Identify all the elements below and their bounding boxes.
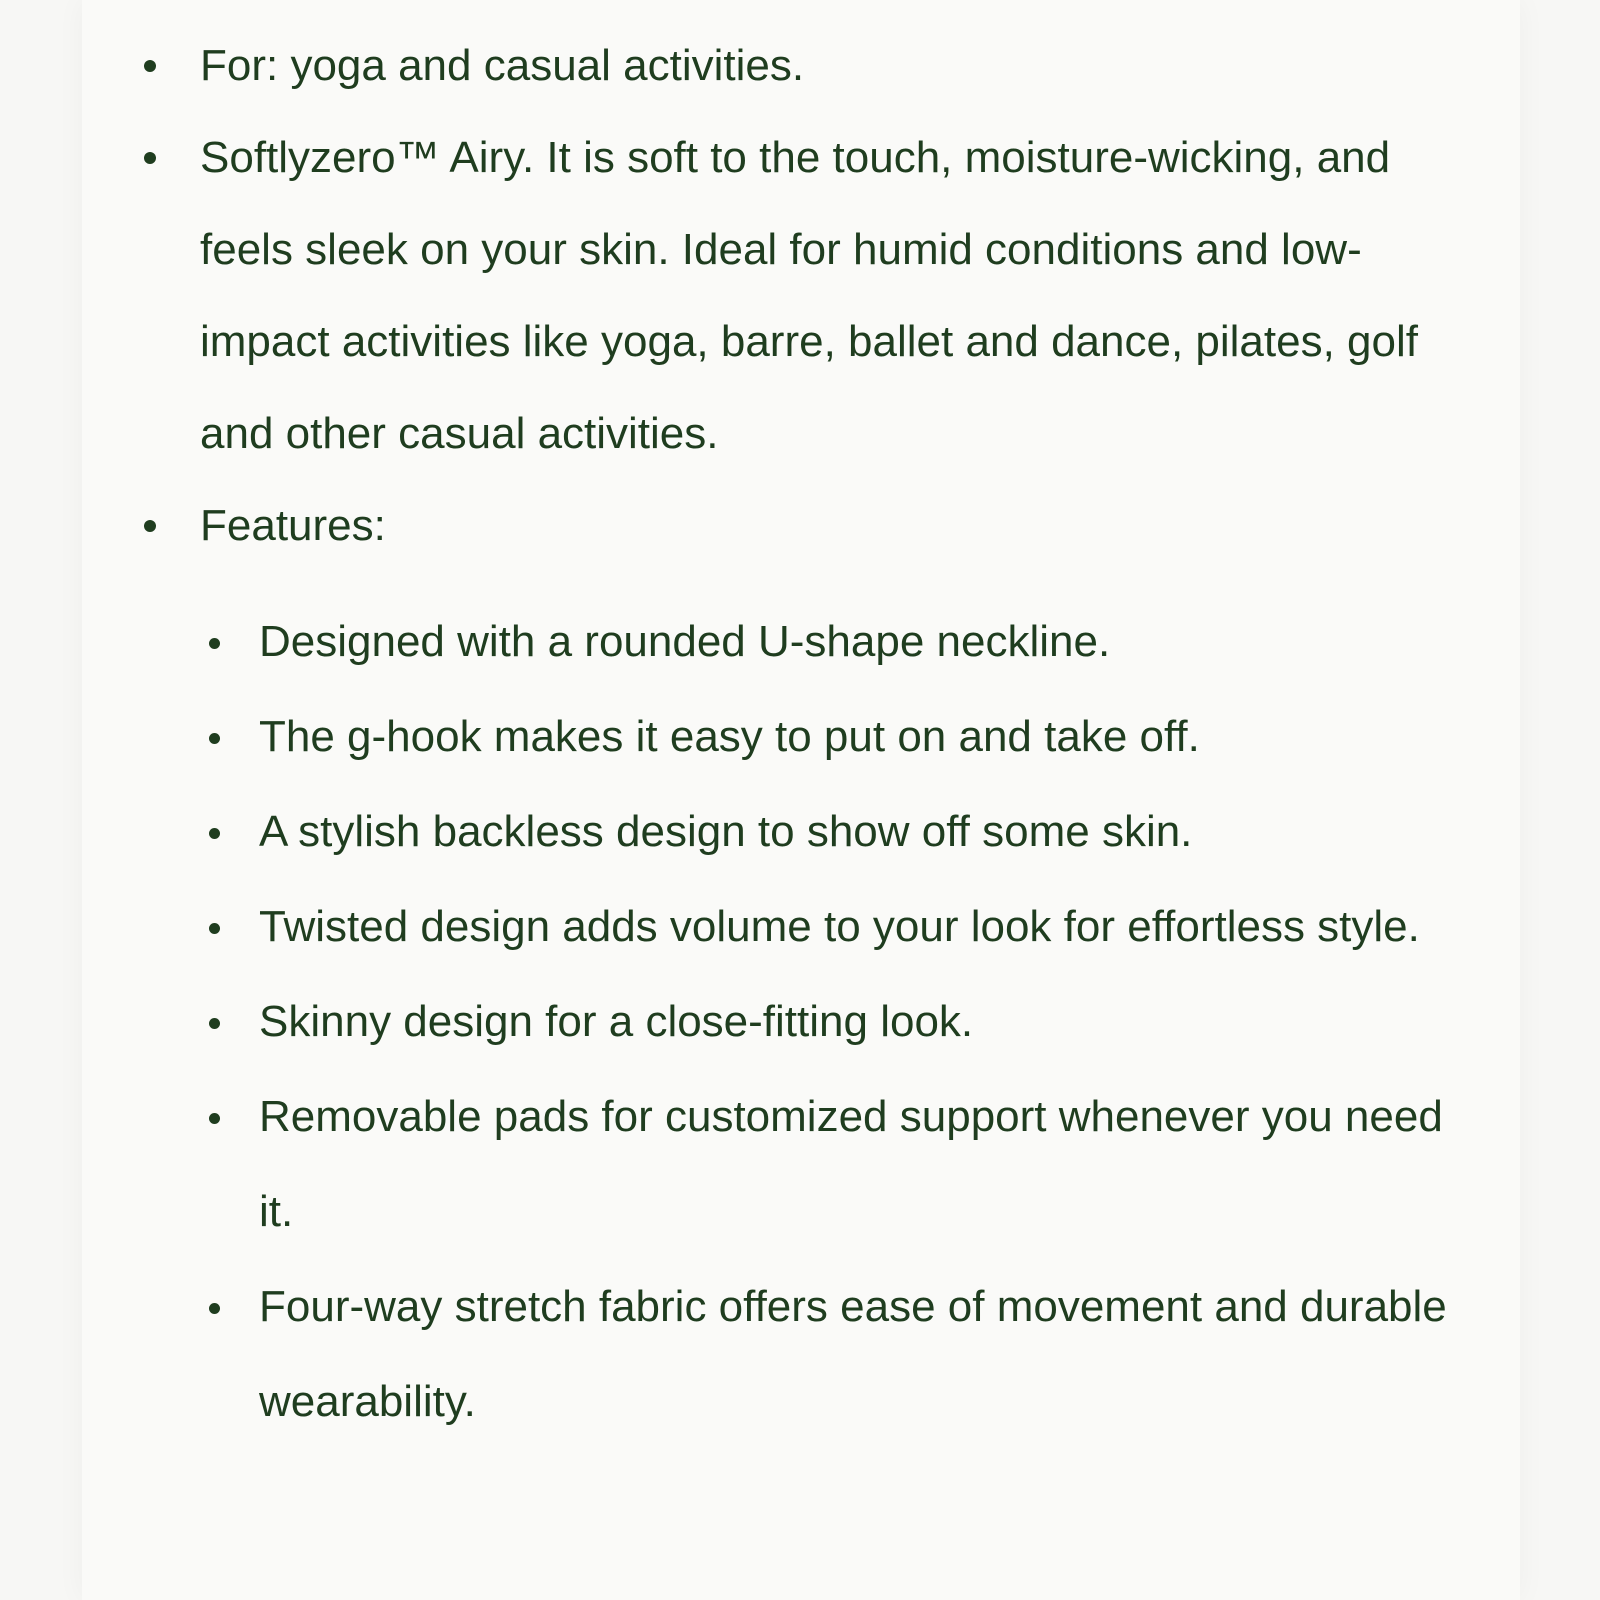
feature-item [259,594,1459,689]
list-item [200,20,1460,112]
feature-item [259,784,1459,879]
list-item-text: Features: [200,501,386,550]
feature-item [259,879,1459,974]
feature-item-text: The g-hook makes it easy to put on and take off. [259,712,1200,761]
feature-item-text: Four-way stretch fabric offers ease of movement and durable wearability. [259,1282,1447,1426]
list-item [200,480,1460,572]
feature-item [259,1259,1459,1449]
feature-item-text: A stylish backless design to show off some skin. [259,807,1193,856]
feature-item [259,1069,1459,1259]
features-list [259,594,1459,1449]
feature-item-text: Removable pads for customized support whenever you need it. [259,1092,1443,1236]
product-description-list [200,20,1460,572]
feature-item-text: Twisted design adds volume to your look for effortless style. [259,902,1420,951]
feature-item-text: Designed with a rounded U-shape neckline. [259,617,1111,666]
list-item-text: For: yoga and casual activities. [200,41,805,90]
feature-item-text: Skinny design for a close-fitting look. [259,997,974,1046]
feature-item [259,689,1459,784]
feature-item [259,974,1459,1069]
list-item-text: Softlyzero™ Airy. It is soft to the touch, moisture-wicking, and feels sleek on your skin. Ideal for humid conditions and low-impact activities like yoga, barre, ballet and dance, pilates, golf and other casual activities. [200,133,1418,458]
list-item [200,112,1460,480]
